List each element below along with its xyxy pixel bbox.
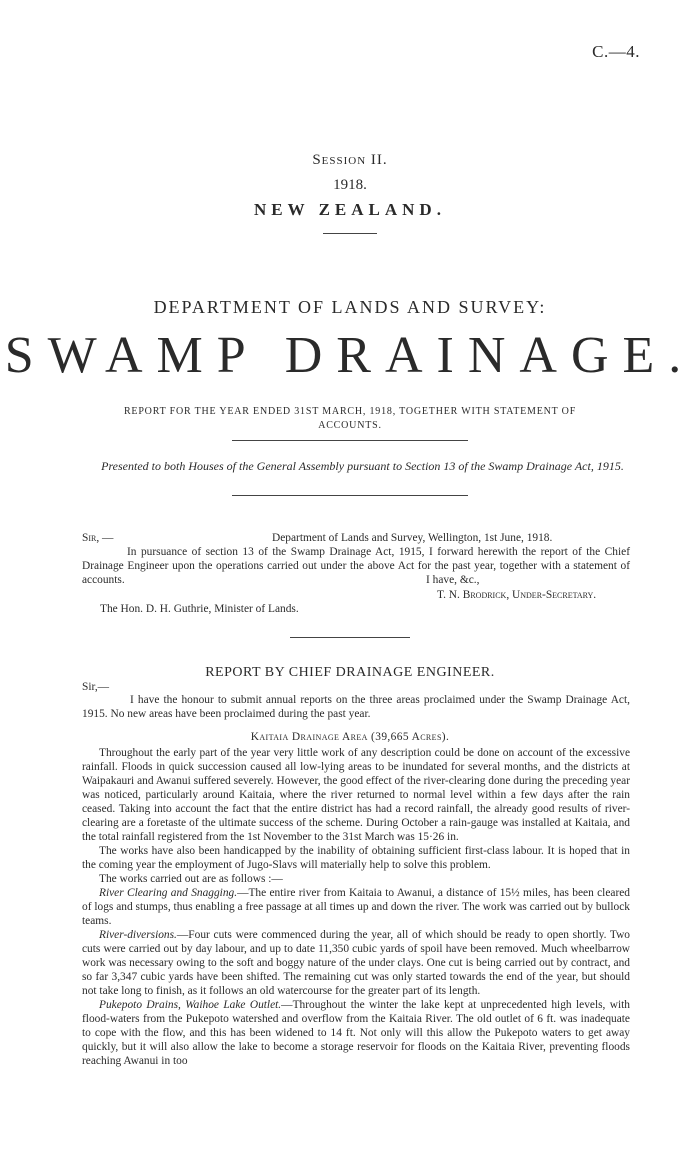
department-title: DEPARTMENT OF LANDS AND SURVEY: — [153, 297, 547, 317]
letter-salutation — [82, 531, 113, 545]
item-label: River Clearing and Snagging. — [99, 887, 238, 899]
letter-recipient: The Hon. D. H. Guthrie, Minister of Lands. — [100, 603, 299, 615]
subtitle-divider — [232, 440, 468, 441]
main-title: SWAMP DRAINAGE. — [4, 327, 696, 384]
title-divider — [323, 233, 377, 234]
report-body — [82, 746, 630, 1068]
letter-body: In pursuance of section 13 of the Swamp Drainage Act, 1915, I forward herewith the report of the Chief Drainage Engineer upon the operations carried out under the above Act for the past year, together with a statement of accounts. — [82, 546, 630, 586]
letter-address: Department of Lands and Survey, Wellington, 1st June, 1918. — [272, 532, 553, 544]
item-text: —The entire river from Kaitaia to Awanui, a distance of 15½ miles, has been cleared of logs and stumps, thus enabling a free passage at all times up and down the river. The work was carried out by bullock teams. — [82, 887, 630, 927]
report-heading: REPORT BY CHIEF DRAINAGE ENGINEER. — [205, 665, 495, 680]
page-number: C.—4. — [592, 42, 640, 61]
section-heading: Kaitaia Drainage Area (39,665 Acres). — [250, 731, 450, 743]
item-paragraph — [82, 998, 630, 1068]
presented-divider — [232, 495, 468, 496]
letter-divider — [290, 637, 410, 638]
report-subtitle: REPORT FOR THE YEAR ENDED 31ST MARCH, 1918, TOGETHER WITH STATEMENT OF ACCOUNTS. — [123, 406, 577, 431]
presented-note: Presented to both Houses of the General Assembly pursuant to Section 13 of the Swamp Drainage Act, 1915. — [101, 459, 624, 473]
item-paragraph — [82, 886, 630, 928]
session-year: 1918. — [333, 177, 367, 193]
report-salutation: Sir,— — [82, 681, 110, 693]
paragraph: Throughout the early part of the year very little work of any description could be done on account of the excessive rainfall. Floods in quick succession caused all low-lying areas to be inundated for several months, and the districts at Waipakauri and Awanui suffered severely. However, the good effect of the river-clearing done during the preceding year was noticed, particularly around Kaitaia, where the river returned to normal level within a few days after the rain ceased. Taking into account the fact that the entire district has had a record rainfall, the already good results of river-clearing are a foretaste of the ultimate success of the scheme. During October a rain-gauge was installed at Kaitaia, and the total rainfall registered from the 1st November to the 31st March was 15·26 in. — [82, 747, 630, 843]
paragraph: The works have also been handicapped by the inability of obtaining sufficient first-class labour. It is hoped that in the coming year the employment of Jugo-Slavs will materially help to solve this problem. — [82, 845, 630, 871]
letter-closing: I have, &c., — [426, 574, 480, 586]
paragraph: The works carried out are as follows :— — [99, 873, 283, 885]
item-text: —Four cuts were commenced during the year, all of which should be ready to open shortly. Two cuts were carried out by day labour, and up to date 11,350 cubic yards of spoil have been removed. Much wheelbarrow work was necessary owing to the soft and boggy nature of the under clays. One cut is being carried out by contract, and so far 3,347 cubic yards have been shifted. The remaining cut was only started towards the end of the year, but should not take long to finish, as it follows an old watercourse for the greater part of its length. — [82, 929, 630, 997]
item-label: River-diversions. — [99, 929, 177, 941]
country-title: NEW ZEALAND. — [254, 200, 446, 219]
session-label: Session II. — [312, 152, 388, 168]
letter-salutation-text: Sir, — — [82, 532, 114, 544]
letter-signature: T. N. Brodrick, Under-Secretary. — [437, 589, 597, 601]
item-text: —Throughout the winter the lake kept at unprecedented high levels, with flood-waters from the Pukepoto watershed and overflow from the Kaitaia River. The old outlet of 6 ft. was inadequate to cope with the flow, and this has been widened to 14 ft. Not only will this allow the Pukepoto waters to get away quickly, but it will also allow the lake to become a storage reservoir for floods on the Kaitaia River, preventing floods reaching Awanui in too — [82, 999, 631, 1067]
report-intro: I have the honour to submit annual reports on the three areas proclaimed under the Swamp Drainage Act, 1915. No new areas have been proclaimed during the past year. — [82, 694, 630, 720]
item-paragraph — [82, 928, 630, 998]
item-label: Pukepoto Drains, Waihoe Lake Outlet. — [99, 999, 282, 1011]
